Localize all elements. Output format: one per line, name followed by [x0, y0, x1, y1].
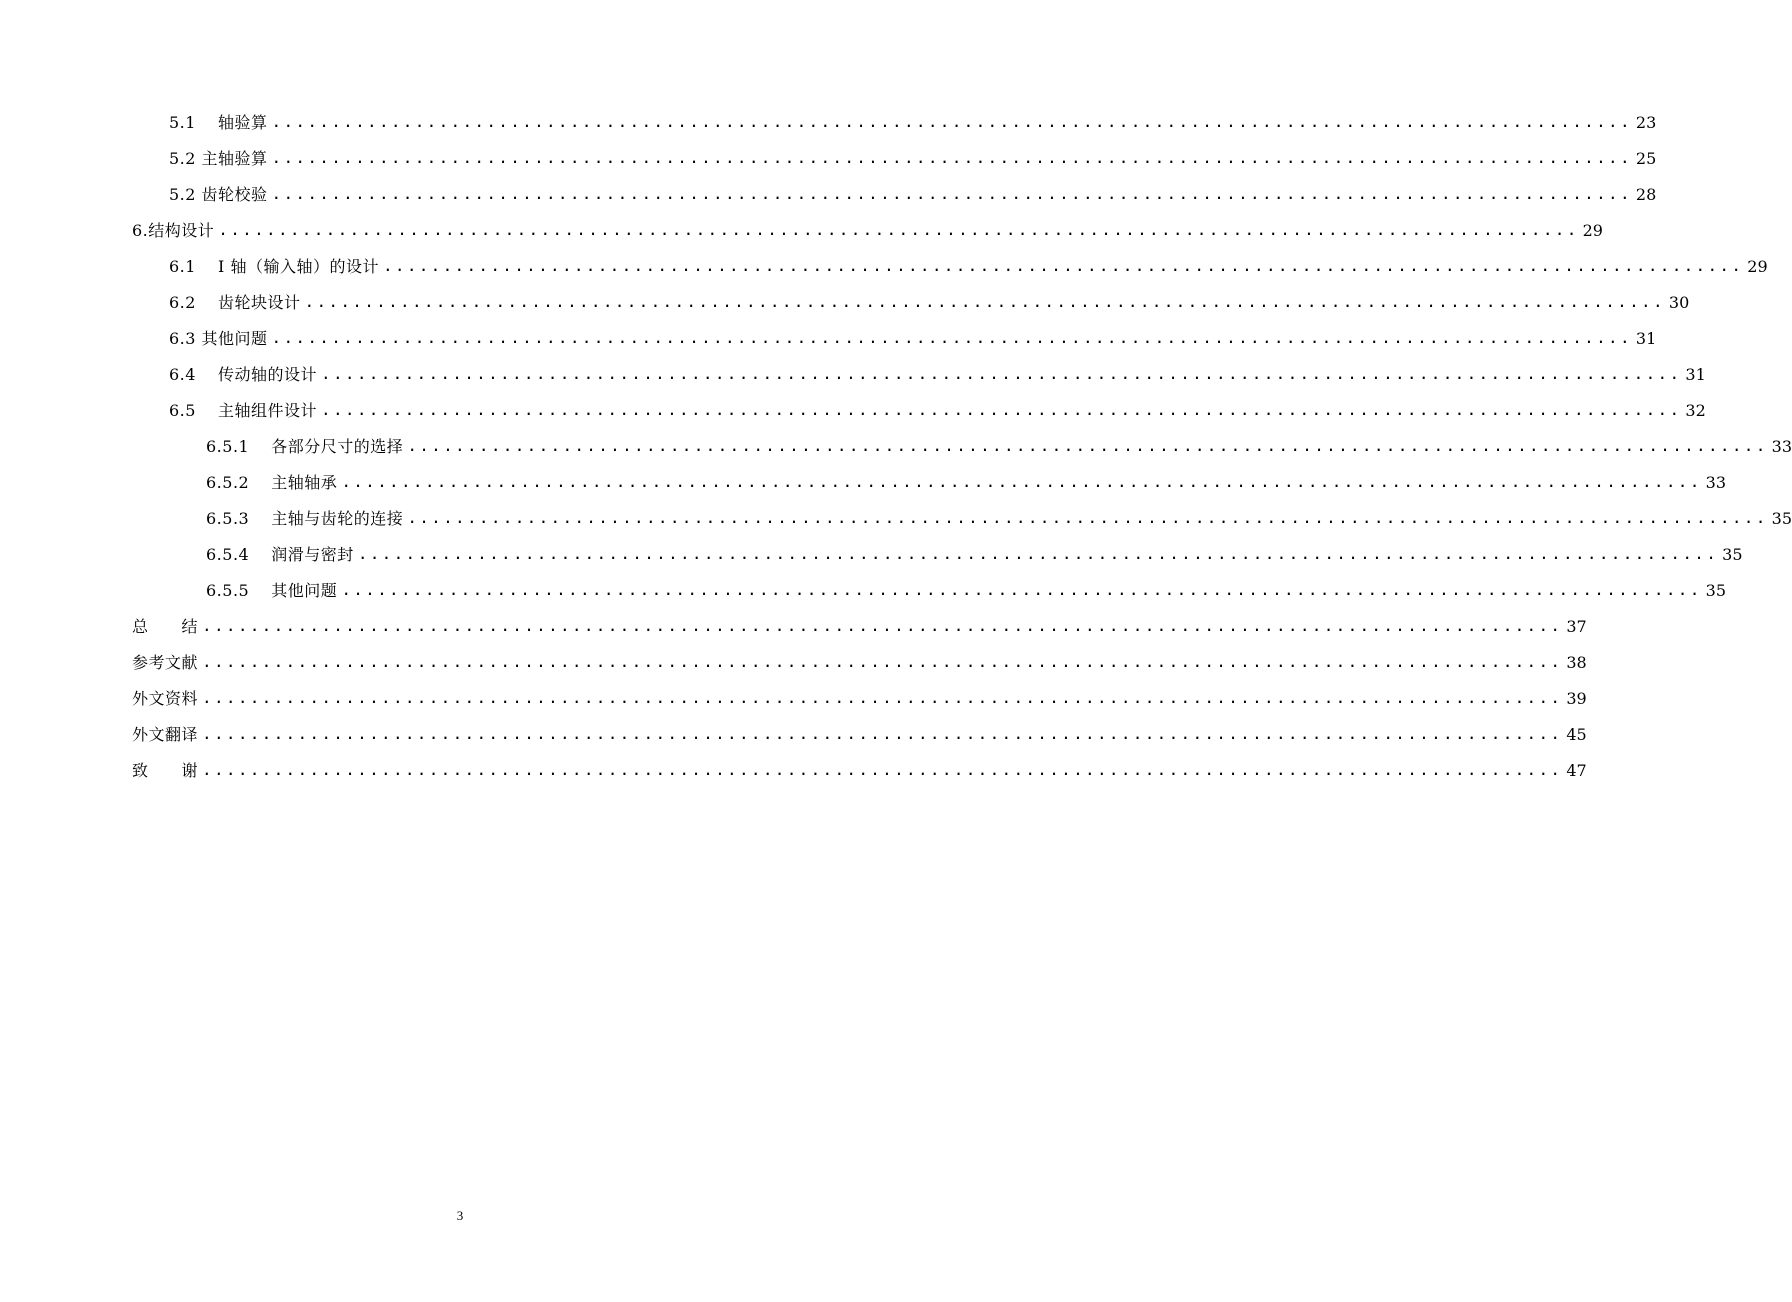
toc-entry-page: 32	[1685, 401, 1706, 420]
toc-leader-dots: ..................................................................................................................	[202, 760, 1563, 779]
toc-leader-dots: ..................................................................................................................	[321, 400, 1682, 419]
toc-entry-page: 35	[1705, 581, 1727, 600]
toc-entry-label: 总 结	[132, 617, 199, 636]
toc-entry-label: 6.5.1 各部分尺寸的选择	[206, 437, 404, 456]
toc-entry[interactable]	[0, 357, 1706, 393]
toc-entry[interactable]	[0, 645, 1587, 681]
toc-entry-label: 5.2 主轴验算	[169, 149, 268, 168]
toc-entry-label: 6.2 齿轮块设计	[169, 293, 301, 312]
toc-entry-label: 6.5.3 主轴与齿轮的连接	[206, 509, 404, 528]
toc-entry[interactable]	[0, 141, 1657, 177]
toc-leader-dots: ..................................................................................................................	[407, 508, 1768, 527]
toc-leader-dots: ..................................................................................................................	[218, 220, 1579, 239]
toc-leader-dots: ..................................................................................................................	[202, 688, 1563, 707]
toc-entry-label: 5.1 轴验算	[169, 113, 268, 132]
page-number: 3	[456, 1208, 464, 1223]
toc-entry[interactable]	[0, 609, 1587, 645]
toc-entry-page: 25	[1635, 149, 1657, 168]
toc-entry[interactable]	[0, 213, 1603, 249]
toc-entry-label: 6.5.5 其他问题	[206, 581, 338, 600]
toc-entry-page: 33	[1771, 437, 1792, 456]
toc-leader-dots: ..................................................................................................................	[341, 580, 1702, 599]
toc-entry[interactable]	[0, 429, 1792, 465]
toc-entry-label: 6.5 主轴组件设计	[169, 401, 318, 420]
toc-leader-dots: ..................................................................................................................	[304, 292, 1665, 311]
toc-leader-dots: ..................................................................................................................	[271, 148, 1632, 167]
toc-entry-page: 35	[1722, 545, 1743, 564]
table-of-contents	[0, 105, 1792, 789]
toc-entry[interactable]	[0, 501, 1792, 537]
toc-leader-dots: ..................................................................................................................	[271, 184, 1632, 203]
toc-entry[interactable]	[0, 753, 1587, 789]
toc-leader-dots: ..................................................................................................................	[357, 544, 1719, 563]
toc-leader-dots: ..................................................................................................................	[202, 652, 1563, 671]
toc-entry[interactable]	[0, 321, 1657, 357]
toc-entry-page: 45	[1566, 725, 1587, 744]
toc-entry-page: 33	[1705, 473, 1727, 492]
toc-entry-page: 28	[1635, 185, 1657, 204]
toc-entry-label: 参考文献	[132, 653, 199, 672]
toc-entry-label: 5.2 齿轮校验	[169, 185, 268, 204]
toc-leader-dots: ..................................................................................................................	[321, 364, 1682, 383]
toc-entry[interactable]	[0, 249, 1768, 285]
toc-entry-page: 35	[1771, 509, 1792, 528]
toc-entry[interactable]	[0, 393, 1706, 429]
toc-entry-page: 29	[1747, 257, 1768, 276]
toc-entry[interactable]	[0, 537, 1743, 573]
toc-entry[interactable]	[0, 681, 1587, 717]
toc-entry-label: 6.5.4 润滑与密封	[206, 545, 354, 564]
toc-entry-label: 外文翻译	[132, 725, 199, 744]
toc-entry-label: 6.结构设计	[132, 221, 215, 240]
toc-entry[interactable]	[0, 717, 1587, 753]
toc-entry-page: 38	[1566, 653, 1587, 672]
toc-entry-page: 37	[1566, 617, 1587, 636]
toc-entry-page: 47	[1566, 761, 1587, 780]
toc-leader-dots: ..................................................................................................................	[407, 436, 1768, 455]
toc-entry-page: 23	[1635, 113, 1657, 132]
toc-leader-dots: ..................................................................................................................	[271, 328, 1632, 347]
toc-entry-page: 30	[1668, 293, 1690, 312]
toc-entry-label: 6.5.2 主轴轴承	[206, 473, 338, 492]
toc-leader-dots: ..................................................................................................................	[382, 256, 1744, 275]
toc-leader-dots: ..................................................................................................................	[341, 472, 1702, 491]
toc-entry-page: 31	[1635, 329, 1657, 348]
toc-entry[interactable]	[0, 465, 1727, 501]
toc-entry[interactable]	[0, 285, 1690, 321]
toc-entry[interactable]	[0, 105, 1657, 141]
toc-entry-label: 6.3 其他问题	[169, 329, 268, 348]
toc-entry-page: 29	[1582, 221, 1603, 240]
toc-entry-page: 31	[1685, 365, 1706, 384]
toc-entry-label: 6.4 传动轴的设计	[169, 365, 318, 384]
toc-entry-label: 外文资料	[132, 689, 199, 708]
toc-leader-dots: ..................................................................................................................	[202, 616, 1563, 635]
toc-entry[interactable]	[0, 177, 1657, 213]
toc-leader-dots: ..................................................................................................................	[202, 724, 1563, 743]
toc-entry-label: 6.1 I 轴（输入轴）的设计	[169, 257, 379, 276]
toc-entry-page: 39	[1566, 689, 1587, 708]
toc-leader-dots: ..................................................................................................................	[271, 112, 1632, 131]
toc-entry-label: 致 谢	[132, 761, 199, 780]
toc-entry[interactable]	[0, 573, 1727, 609]
